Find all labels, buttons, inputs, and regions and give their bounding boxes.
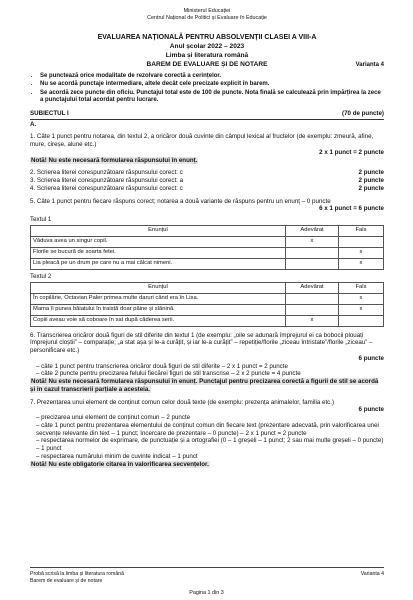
table-row	[31, 304, 384, 315]
section-part: A.	[30, 120, 37, 128]
question-7	[30, 399, 384, 469]
footer-divider	[30, 567, 384, 568]
q6-points: 6 puncte	[358, 354, 384, 362]
table1-label: Textul 1	[30, 216, 52, 224]
statement-cell: Lia pleacă pe un drum pe care nu a mai călcat nimeni.	[31, 258, 286, 269]
header-ministry: Ministerul Educației	[183, 8, 231, 14]
table-row	[31, 315, 384, 326]
statement-cell: Văduva avea un singur copil.	[31, 236, 286, 247]
q1-note: Notă! Nu este necesară formularea răspunsului în enunț.	[31, 156, 198, 164]
q6-line: – câte 2 puncte pentru precizarea felului fiecărei figuri de stil transcrise – 2 x 2 puncte = 4 puncte	[36, 370, 301, 378]
q4-points: 2 puncte	[358, 184, 384, 192]
section-name: SUBIECTUL I	[30, 109, 69, 117]
col-false: Fals	[339, 225, 384, 236]
col-false: Fals	[339, 282, 384, 293]
false-cell	[339, 315, 384, 326]
q6-line: – câte 1 punct pentru transcrierea oricăror două figuri de stil diferite – 2 x 1 punct = 2 puncte	[36, 362, 288, 370]
section-points: (70 de puncte)	[342, 109, 384, 117]
q3-text: 3. Scrierea literei corespunzătoare răspunsului corect: a	[30, 177, 184, 185]
true-cell	[286, 304, 339, 315]
q7-line: – respectarea numărului minim de cuvinte indicat – 1 punct	[36, 452, 198, 460]
variant-label: Varianta 4	[355, 62, 384, 69]
rules-list	[30, 73, 384, 105]
table-row	[31, 258, 384, 269]
document-page	[30, 8, 384, 468]
footer-doc-type: Barem de evaluare și de notare	[30, 577, 103, 584]
statement-cell: Copiii aveau voie să coboare în sat după căderea serii.	[31, 315, 286, 326]
true-false-table-2	[30, 282, 384, 327]
true-cell	[286, 258, 339, 269]
statement-cell: Mama îi punea băiatului în traistă doar pâine și slănină.	[31, 304, 286, 315]
true-cell: x	[286, 236, 339, 247]
table-row	[31, 236, 384, 247]
false-cell: x	[339, 293, 384, 304]
header-center: Centrul Național de Politici și Evaluare în Educație	[147, 15, 267, 22]
school-year: Anul școlar 2022 – 2023	[169, 42, 245, 50]
statement-cell: În copilărie, Octavian Paler primea multe daruri când era în Lisa.	[31, 293, 286, 304]
q6-text: 6. Transcrierea oricăror două figuri de stil diferite din textul 1 (de exemplu: „oile se adunară împrejurul ei ca bobocii plouați împrejurul cloștii” – comparație; „a stat așa și le-a curățit, și iar le-a curățit” – repetiție/florile „ziceau întristate”/florile „ziceau” – personificare etc.)	[30, 331, 373, 355]
true-cell: x	[286, 315, 339, 326]
q1-text: 1. Câte 1 punct pentru notarea, din textul 2, a oricăror două cuvinte din câmpul lexical al fructelor (de exemplu: zmeură, afine, mure, cireșe, alune etc.)	[30, 133, 374, 149]
page-number: Pagina 1 din 3	[189, 590, 224, 596]
q7-points: 6 puncte	[358, 406, 384, 414]
false-cell: x	[339, 247, 384, 258]
document-title: EVALUAREA NAȚIONALĂ PENTRU ABSOLVENȚII CLASEI A VIII-A	[97, 34, 317, 42]
rule-item: • Nu se acordă punctaje intermediare, altele decât cele precizate explicit în barem.	[40, 81, 384, 89]
false-cell	[339, 236, 384, 247]
q7-text: 7. Prezentarea unui element de conținut comun celor două texte (de exemplu: prezența animalelor, familia etc.)	[30, 398, 335, 406]
question-6	[30, 332, 384, 394]
false-cell: x	[339, 304, 384, 315]
table2-label: Textul 2	[30, 272, 52, 280]
doc-type: BAREM DE EVALUARE ȘI DE NOTARE	[146, 60, 268, 68]
q5-text: 5. Câte 1 punct pentru fiecare răspuns corect; notarea a două variante de răspuns pentru un enunț – 0 puncte	[30, 197, 331, 205]
subject-name: Limba și literatura română	[165, 51, 249, 59]
q4-text: 4. Scrierea literei corespunzătoare răspunsului corect: c	[30, 184, 183, 192]
q7-line: – precizarea unui element de conținut comun – 2 puncte	[36, 414, 191, 422]
q3-row	[30, 177, 384, 185]
q7-note: Notă! Nu este obligatorie citarea în valorificarea secvențelor.	[31, 460, 209, 468]
q2-points: 2 puncte	[358, 169, 384, 177]
col-statement: Enunțul	[31, 282, 286, 293]
q4-row	[30, 185, 384, 193]
q5-points: 6 x 1 punct = 6 puncte	[319, 205, 384, 213]
q2-text: 2. Scrierea literei corespunzătoare răspunsului corect: c	[30, 169, 183, 177]
questions-2-4	[30, 169, 384, 192]
section-header	[30, 110, 384, 120]
q7-line: – respectarea normelor de exprimare, de punctuație și a ortografiei (0 – 1 greșeli – 1 punct; 2 sau mai multe greșeli – 0 puncte) – 1 punct	[36, 437, 384, 453]
rule-item: • Se acordă zece puncte din oficiu. Punctajul total este de 100 de puncte. Nota finală se calculează prin împărțirea la zece a punctajului total acordat pentru lucrare.	[40, 90, 384, 105]
page-footer	[30, 571, 384, 585]
false-cell: x	[339, 258, 384, 269]
true-cell	[286, 293, 339, 304]
table-row	[31, 293, 384, 304]
rule-item: • Se punctează orice modalitate de rezolvare corectă a cerințelor.	[40, 73, 384, 81]
q7-line: – câte 1 punct pentru prezentarea elementului de conținut comun din fiecare text (prezentare adecvată, prin valorificarea unei secvențe relevante din text – 1 punct; încercare de prezentare – 0 puncte) – 2 x 1 punct = 2 puncte	[36, 421, 379, 437]
true-false-table-1	[30, 225, 384, 270]
footer-exam-name: Probă scrisă la limba și literatura română	[30, 571, 124, 577]
col-statement: Enunțul	[31, 225, 286, 236]
true-cell	[286, 247, 339, 258]
q6-note: Notă! Nu este necesară formularea răspunsului în enunț. Punctajul pentru precizarea corectă a figurii de stil se acordă și în cazul transcrierii parțiale a acesteia.	[30, 378, 379, 393]
q2-row	[30, 169, 384, 177]
statement-cell: Florile se bucură de soarta fetei.	[31, 247, 286, 258]
table-row	[31, 247, 384, 258]
question-1	[30, 133, 384, 164]
footer-variant: Varianta 4	[360, 571, 384, 577]
question-5	[30, 198, 384, 327]
q1-points: 2 x 1 punct = 2 puncte	[319, 148, 384, 156]
col-true: Adevărat	[286, 282, 339, 293]
q3-points: 2 puncte	[358, 177, 384, 185]
col-true: Adevărat	[286, 225, 339, 236]
